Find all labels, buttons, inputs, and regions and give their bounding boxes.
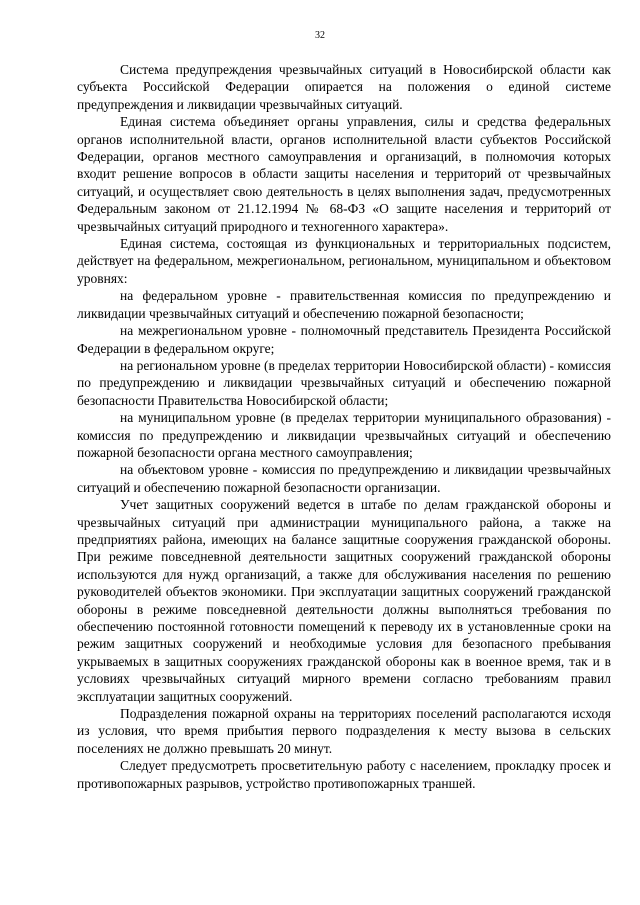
paragraph: Подразделения пожарной охраны на территориях поселений располагаются исходя из условия, что время прибытия первого подразделения к месту вызова в сельских поселениях не должно превышать 20 минут. [77, 706, 611, 756]
paragraph: Следует предусмотреть просветительную работу с населением, прокладку просек и противопожарных разрывов, устройство противопожарных траншей. [77, 758, 611, 791]
page-number: 32 [315, 30, 325, 41]
paragraph: Учет защитных сооружений ведется в штабе по делам гражданской обороны и чрезвычайных ситуаций при администрации муниципального района, а также на предприятиях района, имеющих на балансе защитные сооружения гражданской обороны. При режиме повседневной деятельности защитных сооружений гражданской обороны используются для нужд организаций, а также для обслуживания населения по решению руководителей объектов экономики. При эксплуатации защитных сооружений гражданской обороны в режиме повседневной деятельности должны выполняться требования по обеспечению постоянной готовности помещений к переводу их в установленные сроки на режим защитных сооружений и необходимые условия для безопасного пребывания укрываемых в защитных сооружениях гражданской обороны как в военное время, так и в условиях чрезвычайных ситуаций мирного времени согласно требованиям правил эксплуатации защитных сооружений. [77, 497, 611, 704]
paragraph: на объектовом уровне - комиссия по предупреждению и ликвидации чрезвычайных ситуаций и обеспечению пожарной безопасности организации. [77, 462, 611, 495]
paragraph: Единая система объединяет органы управления, силы и средства федеральных органов исполнительной власти, органов исполнительной власти субъектов Российской Федерации, органов местного самоуправления и организаций, в полномочия которых входит решение вопросов в области защиты населения и территорий от чрезвычайных ситуаций, и осуществляет свою деятельность в целях выполнения задач, предусмотренных Федеральным законом от 21.12.1994 № 68-ФЗ «О защите населения и территорий от чрезвычайных ситуаций природного и техногенного характера». [77, 114, 611, 234]
paragraph: на муниципальном уровне (в пределах территории муниципального образования) - комиссия по предупреждению и ликвидации чрезвычайных ситуаций и обеспечению пожарной безопасности органа местного самоуправления; [77, 410, 611, 460]
paragraph: Единая система, состоящая из функциональных и территориальных подсистем, действует на федеральном, межрегиональном, региональном, муниципальном и объектовом уровнях: [77, 236, 611, 286]
paragraph: на региональном уровне (в пределах территории Новосибирской области) - комиссия по предупреждению и ликвидации чрезвычайных ситуаций и обеспечению пожарной безопасности Правительства Новосибирской области; [77, 357, 611, 408]
paragraph: Система предупреждения чрезвычайных ситуаций в Новосибирской области как субъекта Российской Федерации опирается на положения о единой системе предупреждения и ликвидации чрезвычайных ситуаций. [77, 62, 611, 112]
paragraph: на межрегиональном уровне - полномочный представитель Президента Российской Федерации в федеральном округе; [77, 323, 611, 356]
body-text [77, 61, 611, 792]
paragraph: на федеральном уровне - правительственная комиссия по предупреждению и ликвидации чрезвычайных ситуаций и обеспечению пожарной безопасности; [77, 288, 611, 321]
